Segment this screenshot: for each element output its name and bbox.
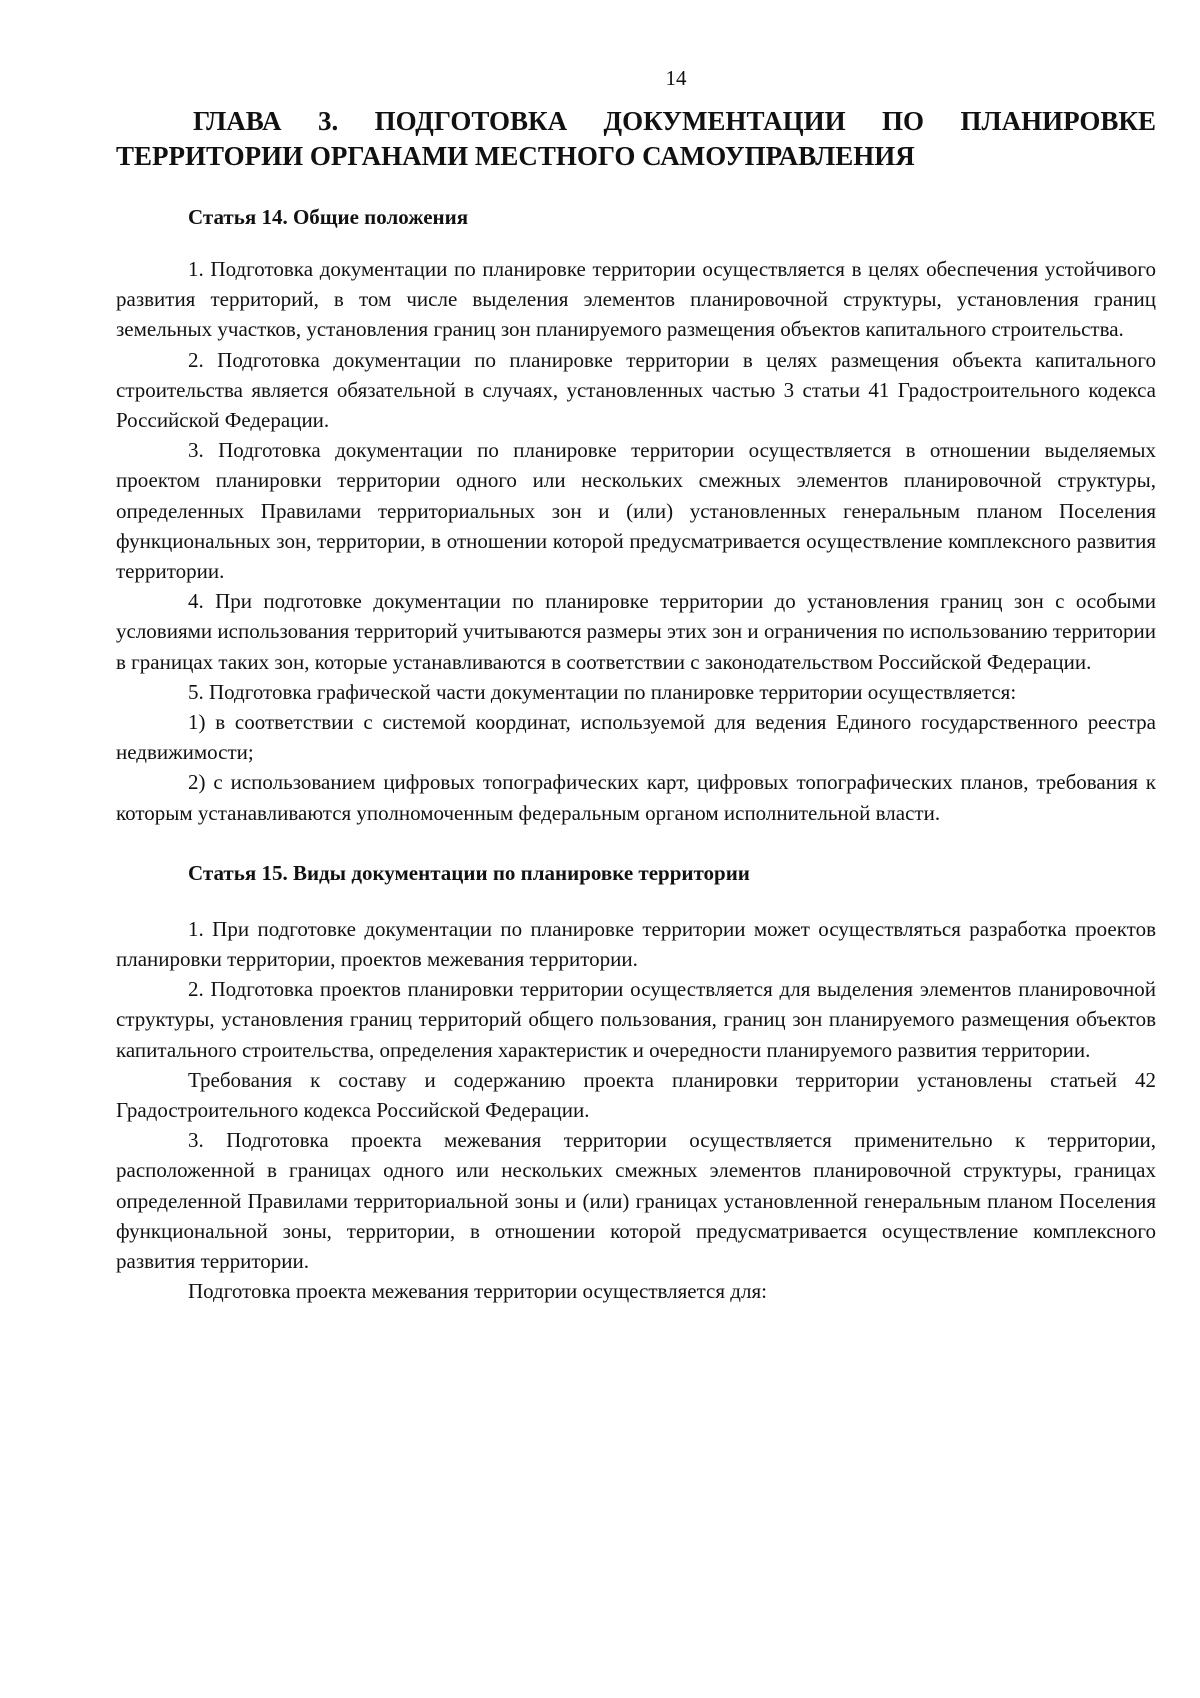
article-15-paragraph-3: Требования к составу и содержанию проекта планировки территории установлены статьей 42 Градостроительного кодекса Российской Федерации. — [116, 1067, 1156, 1123]
article-14-paragraph-3: 3. Подготовка документации по планировке территории осуществляется в отношении выделяемых проектом планировки территории одного или нескольких смежных элементов планировочной структуры, определенных Правилами территориальных зон и (или) установленных генеральным планом Поселения функциональных зон, территории, в отношении которой предусматривается осуществление комплексного развития территории. — [116, 438, 1156, 584]
article-15-paragraph-4: 3. Подготовка проекта межевания территории осуществляется применительно к территории, расположенной в границах одного или нескольких смежных элементов планировочной структуры, границах определенной Правилами территориальной зоны и (или) границах установленной генеральным планом Поселения функциональной зоны, территории, в отношении которой предусматривается осуществление комплексного развития территории. — [116, 1128, 1156, 1274]
article-14-subitem-1: 1) в соответствии с системой координат, используемой для ведения Единого государственного реестра недвижимости; — [116, 710, 1156, 765]
document-page — [116, 64, 1156, 1307]
article-14-paragraph-1: 1. Подготовка документации по планировке территории осуществляется в целях обеспечения устойчивого развития территорий, в том числе выделения элементов планировочной структуры, установления границ земельных участков, установления границ зон планируемого размещения объектов капитального строительства. — [116, 257, 1156, 342]
article-14-title: Статья 14. Общие положения — [188, 205, 469, 229]
article-15-paragraph-2: 2. Подготовка проектов планировки территории осуществляется для выделения элементов планировочной структуры, установления границ территорий общего пользования, границ зон планируемого размещения объектов капитального строительства, определения характеристик и очередности планируемого развития территории. — [116, 977, 1156, 1062]
article-14-paragraph-4: 4. При подготовке документации по планировке территории до установления границ зон с особыми условиями использования территорий учитываются размеры этих зон и ограничения по использованию территории в границах таких зон, которые устанавливаются в соответствии с законодательством Российской Федерации. — [116, 589, 1156, 674]
article-15-title: Статья 15. Виды документации по планировке территории — [188, 860, 750, 885]
article-14-body — [116, 254, 1156, 828]
article-15-paragraph-1: 1. При подготовке документации по планировке территории может осуществляться разработка проектов планировки территории, проектов межевания территории. — [116, 916, 1156, 972]
article-14-paragraph-5: 5. Подготовка графической части документации по планировке территории осуществляется: — [188, 679, 1017, 704]
article-14-paragraph-2: 2. Подготовка документации по планировке территории в целях размещения объекта капитального строительства является обязательной в случаях, установленных частью 3 статьи 41 Градостроительного кодекса Российской Федерации. — [116, 347, 1156, 433]
chapter-title — [116, 104, 1156, 174]
article-14-subitem-2: 2) с использованием цифровых топографических карт, цифровых топографических планов, требования к которым устанавливаются уполномоченным федеральным органом исполнительной власти. — [116, 770, 1156, 825]
chapter-title-line-2: ТЕРРИТОРИИ ОРГАНАМИ МЕСТНОГО САМОУПРАВЛЕНИЯ — [116, 141, 915, 171]
chapter-title-line-1: ГЛАВА 3. ПОДГОТОВКА ДОКУМЕНТАЦИИ ПО ПЛАНИРОВКЕ — [193, 106, 1156, 136]
page-number: 14 — [665, 66, 687, 90]
article-15-body — [116, 914, 1156, 1307]
article-15-paragraph-5: Подготовка проекта межевания территории осуществляется для: — [188, 1279, 767, 1304]
